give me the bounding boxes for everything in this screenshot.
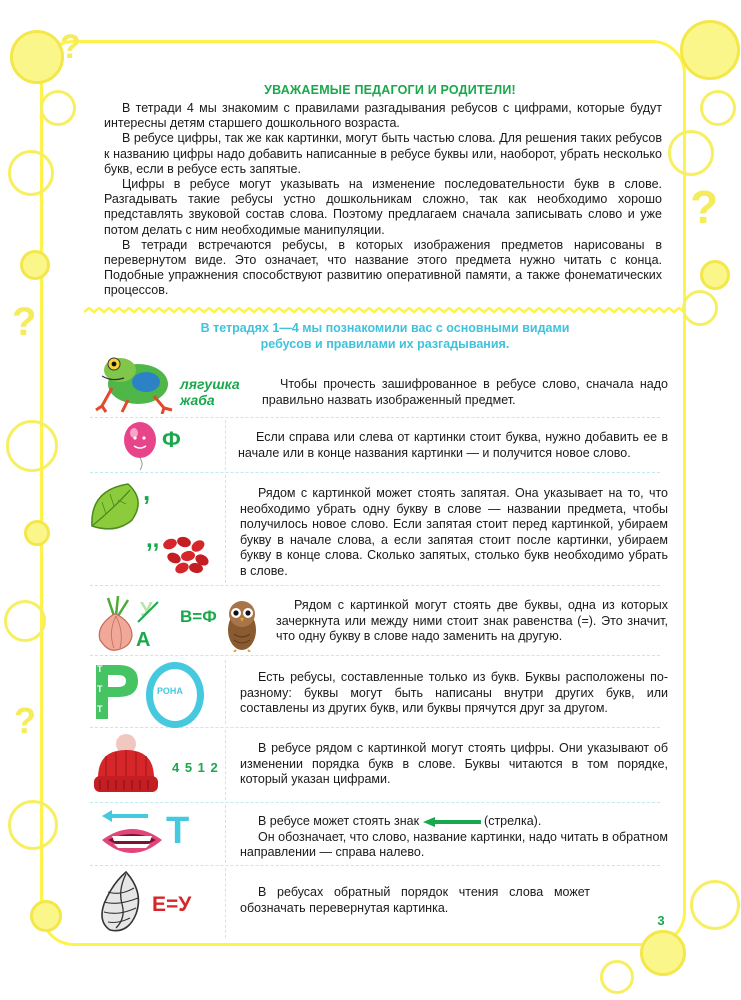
letter-o-with-word bbox=[146, 662, 198, 722]
small-t-letter: Т bbox=[97, 664, 103, 674]
row-separator bbox=[90, 865, 660, 866]
bubble-decoration bbox=[640, 930, 686, 976]
letter-p-from-t bbox=[92, 663, 140, 721]
rule-letters-text: Есть ребусы, составленные только из букв. Буквы расположены по-разному: буквы могут быть написаны внутри других букв, или составлены из других букв, или буквы прячутся друг за другом. bbox=[240, 670, 668, 716]
big-p-letter bbox=[94, 655, 95, 657]
rule-text bbox=[240, 885, 590, 916]
shell-picture bbox=[96, 870, 146, 936]
bubble-decoration bbox=[680, 20, 740, 80]
bubble-decoration bbox=[6, 420, 58, 472]
frog-picture bbox=[92, 352, 174, 414]
bubble-decoration bbox=[8, 800, 58, 850]
comma-mark: ,, bbox=[146, 526, 160, 553]
rule-balloon-text: Если справа или слева от картинки стоит буква, нужно добавить ее в начале или в конце названия картинки — и получится новое слово. bbox=[238, 430, 668, 460]
rule-frog-text: Чтобы прочесть зашифрованное в ребусе слово, сначала надо правильно назвать изображенный предмет. bbox=[262, 377, 668, 407]
rule-arrow-text-before: В ребусе может стоять знак bbox=[258, 814, 420, 828]
rule-text bbox=[240, 814, 668, 861]
bubble-decoration bbox=[8, 150, 54, 196]
bubble-decoration bbox=[682, 290, 718, 326]
row-separator bbox=[90, 655, 660, 656]
zigzag-divider bbox=[84, 307, 684, 317]
bubble-decoration bbox=[24, 520, 50, 546]
bubble-decoration bbox=[4, 600, 46, 642]
question-mark-icon: ? bbox=[12, 300, 37, 344]
rule-text bbox=[240, 670, 668, 717]
small-t-letter: Т bbox=[97, 704, 103, 714]
question-mark-icon: ? bbox=[690, 181, 719, 233]
balloon-letter: Ф bbox=[162, 427, 181, 452]
row-separator bbox=[90, 585, 660, 586]
bubble-decoration bbox=[700, 260, 730, 290]
reversed-equation: Е=У bbox=[152, 893, 192, 916]
frog-word: жаба bbox=[180, 392, 215, 408]
row-separator bbox=[90, 802, 660, 803]
rule-text bbox=[262, 377, 668, 408]
mouth-picture bbox=[100, 822, 164, 862]
owl-picture bbox=[222, 598, 262, 652]
frog-word: лягушка bbox=[180, 376, 240, 392]
rules-subheading bbox=[120, 321, 650, 352]
bubble-decoration bbox=[700, 90, 736, 126]
bubble-decoration bbox=[668, 130, 714, 176]
question-mark-icon: ? bbox=[60, 28, 81, 66]
column-separator bbox=[225, 475, 226, 583]
frog-words bbox=[180, 376, 240, 408]
intro-text bbox=[104, 101, 662, 299]
replace-equation: В=Ф bbox=[180, 607, 217, 626]
rule-arrow-text-rest: Он обозначает, что слово, название картинки, надо читать в обратном направлении — справа налево. bbox=[240, 829, 668, 860]
column-separator bbox=[225, 805, 226, 863]
intro-paragraph: В тетради 4 мы знакомим с правилами разгадывания ребусов с цифрами, которые будут интересны детям старшего дошкольного возраста. bbox=[104, 101, 662, 131]
rule-arrow-text-after: (стрелка). bbox=[484, 814, 542, 828]
intro-paragraph: В ребусе цифры, так же как картинки, могут быть частью слова. Для решения таких ребусов к названию цифры надо добавить написанные в ребусе буквы или, наоборот, убрать несколько букв, если в ребусе есть запятые. bbox=[104, 131, 662, 176]
crossed-letter: У bbox=[140, 599, 153, 621]
bubble-decoration bbox=[30, 900, 62, 932]
small-t-letter: Т bbox=[97, 684, 103, 694]
column-separator bbox=[225, 868, 226, 938]
onion-picture bbox=[92, 596, 138, 652]
replacement-letter: А bbox=[136, 629, 151, 651]
subheading-line: ребусов и правилами их разгадывания. bbox=[260, 336, 510, 351]
comma-mark: , bbox=[143, 476, 151, 506]
rule-text bbox=[240, 741, 668, 788]
bubble-decoration bbox=[20, 250, 50, 280]
bubble-decoration bbox=[40, 90, 76, 126]
bubble-decoration bbox=[690, 880, 740, 930]
digits-sequence: 4 5 1 2 bbox=[172, 760, 219, 775]
rule-comma-text: Рядом с картинкой может стоять запятая. Она указывает на то, что необходимо убрать одну букву в слове — названии предмета, чтобы получилось новое слово. Если запятая стоит перед картинкой, убираем букву в начале слова, а если запятая стоит после картинки, убираем букву в конце слова. Сколько запятых, столько букв необходимо убрать в слове. bbox=[240, 486, 668, 578]
bubble-decoration bbox=[600, 960, 634, 994]
rule-arrow-line bbox=[240, 814, 668, 830]
question-mark-icon: ? bbox=[14, 700, 36, 741]
rule-replace-text: Рядом с картинкой могут стоять две буквы, одна из которых зачеркнута или между ними стоит знак равенства (=). Это значит, что одну букву в слове надо заменить на другую. bbox=[276, 598, 668, 644]
row-separator bbox=[90, 472, 660, 473]
subheading-line: В тетрадях 1—4 мы познакомили вас с основными видами bbox=[200, 321, 570, 335]
hat-picture bbox=[88, 732, 164, 798]
intro-paragraph: В тетради встречаются ребусы, в которых изображения предметов нарисованы в перевернутом виде. Это означает, что название этого предмета нужно читать с конца. Подобные упражнения способствуют развитию оперативной памяти, а также фонематических процессов. bbox=[104, 237, 662, 298]
intro-paragraph: Цифры в ребусе могут указывать на изменение последовательности букв в слове. Разгадывать такие ребусы устно дошкольникам сложно, так как необходимо хорошо представлять звуковой состав слова. Поэтому предлагаем сначала записывать слово и уже потом делать с ним необходимые манипуляции. bbox=[104, 177, 662, 237]
column-separator bbox=[225, 730, 226, 800]
arrow-letter: Т bbox=[166, 810, 190, 852]
bubble-decoration bbox=[10, 30, 64, 84]
page-number: 3 bbox=[657, 913, 665, 928]
big-o-letter bbox=[146, 462, 148, 464]
cross-out-line bbox=[136, 600, 160, 624]
inner-word: РОНА bbox=[157, 686, 183, 696]
rule-text bbox=[276, 598, 668, 645]
page-heading: УВАЖАЕМЫЕ ПЕДАГОГИ И РОДИТЕЛИ! bbox=[264, 83, 516, 97]
beans-picture bbox=[160, 534, 212, 574]
rule-reversed-text: В ребусах обратный порядок чтения слова может обозначать перевернутая картинка. bbox=[240, 885, 590, 915]
column-separator bbox=[225, 420, 226, 470]
rule-text bbox=[238, 430, 668, 461]
leaf-picture bbox=[88, 480, 148, 532]
rule-digits-text: В ребусе рядом с картинкой могут стоять цифры. Они указывают об изменении порядка букв в слове. Буквы читаются в том порядке, который указан цифрами. bbox=[240, 741, 668, 787]
balloon-picture bbox=[120, 420, 164, 470]
green-arrow-icon bbox=[423, 817, 481, 827]
row-separator bbox=[90, 417, 660, 418]
rule-text bbox=[240, 486, 668, 580]
column-separator bbox=[225, 660, 226, 724]
